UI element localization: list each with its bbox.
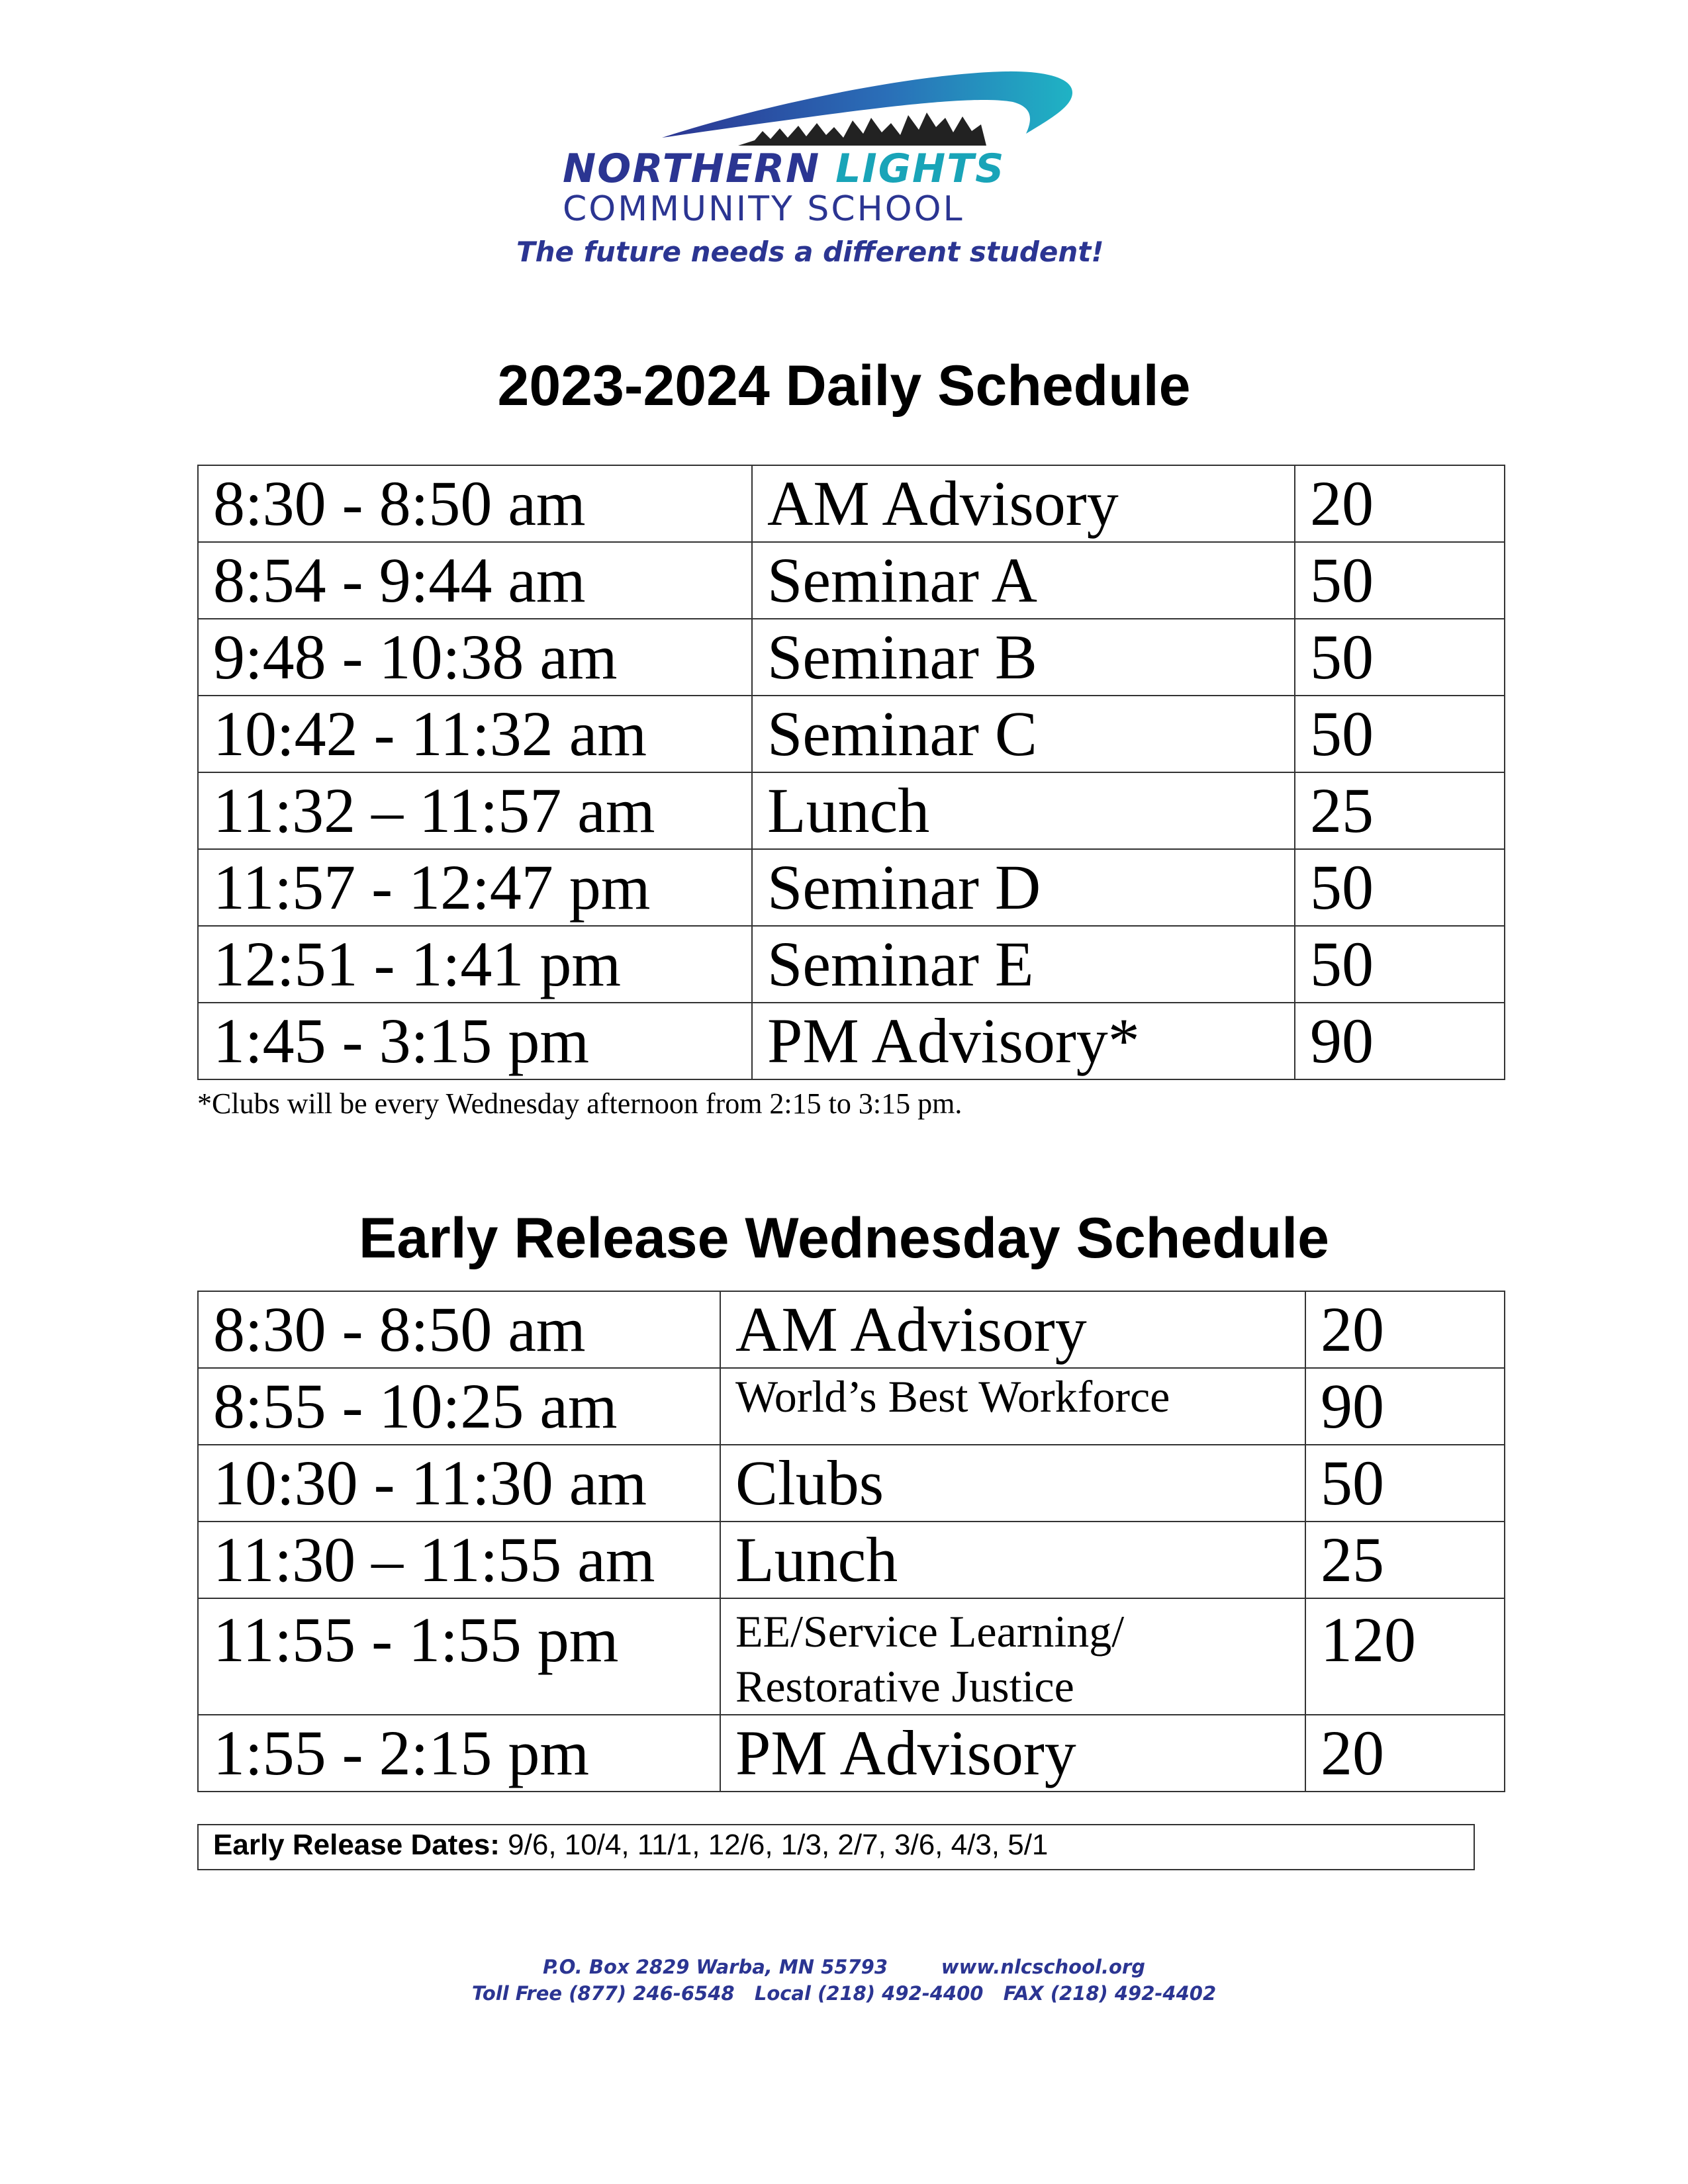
schedule-time-cell: 8:55 - 10:25 am [198,1368,720,1445]
table-row [198,1291,1505,1368]
schedule-time-cell: 10:42 - 11:32 am [198,696,752,772]
schedule-minutes-cell: 90 [1295,1003,1505,1079]
school-logo [503,60,1165,285]
table-row [198,1715,1505,1792]
footer-address: P.O. Box 2829 Warba, MN 55793 www.nlcschool.org [543,1956,1145,1978]
clubs-note: *Clubs will be every Wednesday afternoon from 2:15 to 3:15 pm. [197,1087,962,1120]
early-release-dates-box [197,1824,1475,1870]
early-release-table [197,1291,1505,1792]
table-row [198,465,1505,542]
schedule-minutes-cell: 25 [1305,1522,1505,1598]
schedule-minutes-cell: 120 [1305,1598,1505,1715]
northern-lights-swoosh-icon [503,60,1165,152]
schedule-activity-cell: Seminar E [752,926,1295,1003]
schedule-activity-cell: Seminar D [752,849,1295,926]
schedule-time-cell: 11:57 - 12:47 pm [198,849,752,926]
schedule-activity-cell: Seminar C [752,696,1295,772]
schedule-time-cell: 10:30 - 11:30 am [198,1445,720,1522]
table-row [198,1598,1505,1715]
schedule-minutes-cell: 50 [1295,619,1505,696]
table-row [198,1368,1505,1445]
schedule-activity-cell: Seminar A [752,542,1295,619]
table-row [198,1003,1505,1079]
schedule-minutes-cell: 90 [1305,1368,1505,1445]
schedule-activity-cell: Clubs [720,1445,1305,1522]
daily-schedule-table [197,465,1505,1080]
footer-phone: Toll Free (877) 246-6548 Local (218) 492-4400 FAX (218) 492-4402 [471,1982,1217,2005]
schedule-time-cell: 9:48 - 10:38 am [198,619,752,696]
table-row [198,772,1505,849]
schedule-time-cell: 11:30 – 11:55 am [198,1522,720,1598]
schedule-minutes-cell: 25 [1295,772,1505,849]
schedule-time-cell: 1:45 - 3:15 pm [198,1003,752,1079]
table-row [198,696,1505,772]
table-row [198,1445,1505,1522]
schedule-minutes-cell: 50 [1305,1445,1505,1522]
schedule-activity-cell: PM Advisory [720,1715,1305,1792]
logo-school-subname: COMMUNITY SCHOOL [563,189,964,229]
table-row [198,849,1505,926]
schedule-minutes-cell: 20 [1305,1715,1505,1792]
early-release-title: Early Release Wednesday Schedule [359,1206,1329,1270]
schedule-activity-cell: Seminar B [752,619,1295,696]
schedule-minutes-cell: 50 [1295,926,1505,1003]
schedule-minutes-cell: 20 [1305,1291,1505,1368]
schedule-time-cell: 11:32 – 11:57 am [198,772,752,849]
table-row [198,1522,1505,1598]
schedule-activity-cell: EE/Service Learning/ Restorative Justice [720,1598,1305,1715]
schedule-minutes-cell: 50 [1295,849,1505,926]
schedule-minutes-cell: 50 [1295,542,1505,619]
schedule-time-cell: 8:54 - 9:44 am [198,542,752,619]
schedule-time-cell: 8:30 - 8:50 am [198,1291,720,1368]
table-row [198,619,1505,696]
logo-school-name: NORTHERN LIGHTS [563,146,1006,192]
schedule-time-cell: 8:30 - 8:50 am [198,465,752,542]
schedule-activity-cell: Lunch [720,1522,1305,1598]
schedule-activity-cell: AM Advisory [720,1291,1305,1368]
table-row [198,926,1505,1003]
schedule-time-cell: 11:55 - 1:55 pm [198,1598,720,1715]
early-release-dates-label: Early Release Dates: [213,1829,500,1861]
early-release-dates-value: 9/6, 10/4, 11/1, 12/6, 1/3, 2/7, 3/6, 4/3, 5/1 [508,1829,1049,1861]
schedule-time-cell: 12:51 - 1:41 pm [198,926,752,1003]
table-row [198,542,1505,619]
schedule-activity-cell: AM Advisory [752,465,1295,542]
schedule-activity-cell: PM Advisory* [752,1003,1295,1079]
schedule-minutes-cell: 20 [1295,465,1505,542]
schedule-time-cell: 1:55 - 2:15 pm [198,1715,720,1792]
logo-tagline: The future needs a different student! [516,236,1104,268]
schedule-minutes-cell: 50 [1295,696,1505,772]
daily-schedule-title: 2023-2024 Daily Schedule [497,354,1191,418]
schedule-activity-cell: World’s Best Workforce [720,1368,1305,1445]
schedule-activity-cell: Lunch [752,772,1295,849]
